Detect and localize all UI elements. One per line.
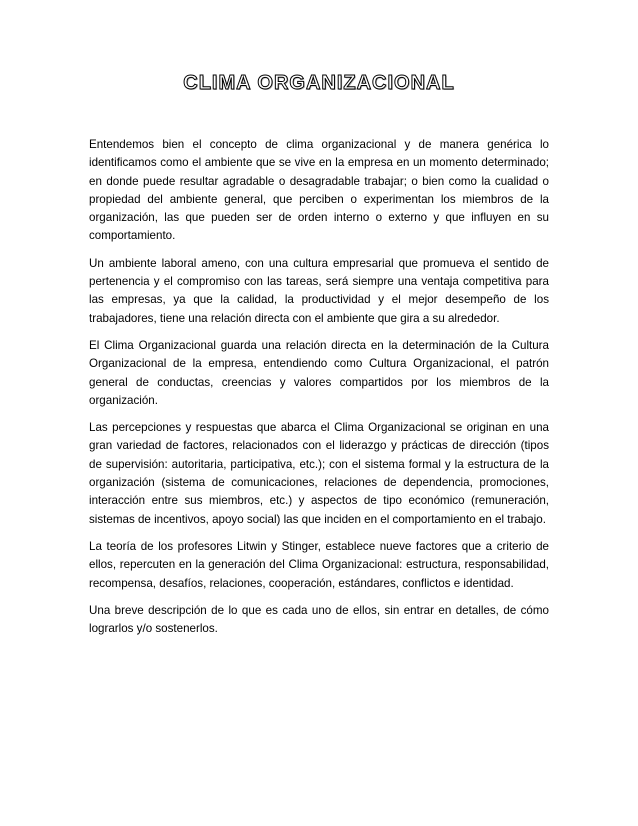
document-body — [89, 136, 549, 647]
document-title: CLIMA ORGANIZACIONAL — [183, 72, 455, 94]
paragraph-6: Una breve descripción de lo que es cada uno de ellos, sin entrar en detalles, de cómo lograrlos y/o sostenerlos. — [89, 603, 549, 636]
paragraph-4: Las percepciones y respuestas que abarca el Clima Organizacional se originan en una gran variedad de factores, relacionados con el liderazgo y prácticas de dirección (tipos de supervisión: autoritaria, participativa, etc.); con el sistema formal y la estructura de la organización (sistema de comunicaciones, relaciones de dependencia, promociones, interacción entre sus miembros, etc.) y aspectos de tipo económico (remuneración, sistemas de incentivos, apoyo social) las que inciden en el comportamiento en el trabajo. — [89, 421, 549, 526]
paragraph-3: El Clima Organizacional guarda una relación directa en la determinación de la Cultura Organizacional de la empresa, entendiendo como Cultura Organizacional, el patrón general de conductas, creencias y valores compartidos por los miembros de la organización. — [89, 338, 549, 407]
paragraph-5: La teoría de los profesores Litwin y Stinger, establece nueve factores que a criterio de ellos, repercuten en la generación del Clima Organizacional: estructura, responsabilidad, recompensa, desafíos, relaciones, cooperación, estándares, conflictos e identidad. — [89, 539, 549, 590]
paragraph-1: Entendemos bien el concepto de clima organizacional y de manera genérica lo identificamos como el ambiente que se vive en la empresa en un momento determinado; en donde puede resultar agradable o desagradable trabajar; o bien como la cualidad o propiedad del ambiente general, que perciben o experimentan los miembros de la organización, las que pueden ser de orden interno o externo y que influyen en su comportamiento. — [89, 138, 549, 243]
paragraph-2: Un ambiente laboral ameno, con una cultura empresarial que promueva el sentido de pertenencia y el compromiso con las tareas, será siempre una ventaja competitiva para las empresas, ya que la calidad, la productividad y el mejor desempeño de los trabajadores, tiene una relación directa con el ambiente que gira a su alrededor. — [89, 256, 549, 325]
